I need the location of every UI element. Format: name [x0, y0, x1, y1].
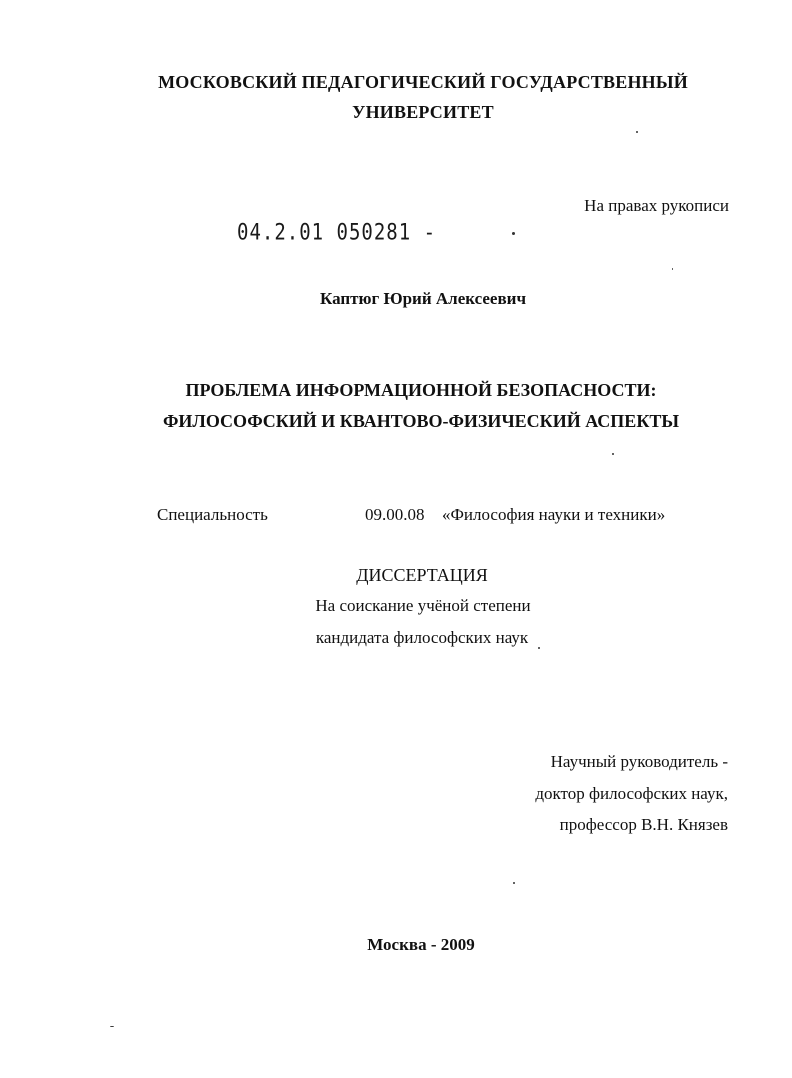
university-name-line1: МОСКОВСКИЙ ПЕДАГОГИЧЕСКИЙ ГОСУДАРСТВЕННЫЙ [158, 72, 688, 92]
author-name: Каптюг Юрий Алексеевич [319, 289, 527, 308]
scan-speck [512, 232, 515, 235]
manuscript-rights-note: На правах рукописи [584, 196, 729, 215]
scan-speck [612, 453, 614, 455]
scan-speck [513, 882, 515, 884]
degree-line2: кандидата философских наук [315, 628, 529, 647]
supervisor-line3: профессор В.Н. Князев [559, 815, 728, 834]
city-and-year: Москва - 2009 [367, 935, 475, 954]
dissertation-title-line1: ПРОБЛЕМА ИНФОРМАЦИОННОЙ БЕЗОПАСНОСТИ: [185, 380, 657, 400]
supervisor-line1: Научный руководитель - [550, 752, 728, 771]
scan-speck [110, 1026, 114, 1027]
specialty-code: 09.00.08 [365, 505, 425, 524]
university-name-line2: УНИВЕРСИТЕТ [352, 102, 494, 122]
degree-line1: На соискание учёной степени [315, 596, 531, 615]
supervisor-line2: доктор философских наук, [535, 784, 728, 803]
specialty-name: «Философия науки и техники» [442, 505, 666, 524]
scan-speck [672, 268, 673, 270]
scan-speck [538, 647, 540, 649]
document-type: ДИССЕРТАЦИЯ [356, 565, 488, 585]
specialty-label: Специальность [157, 505, 268, 524]
dissertation-title-line2: ФИЛОСОФСКИЙ И КВАНТОВО-ФИЗИЧЕСКИЙ АСПЕКТЫ [162, 411, 680, 431]
scan-speck [636, 131, 638, 133]
registration-number-stamp: 04.2.01 050281 - [237, 220, 437, 246]
